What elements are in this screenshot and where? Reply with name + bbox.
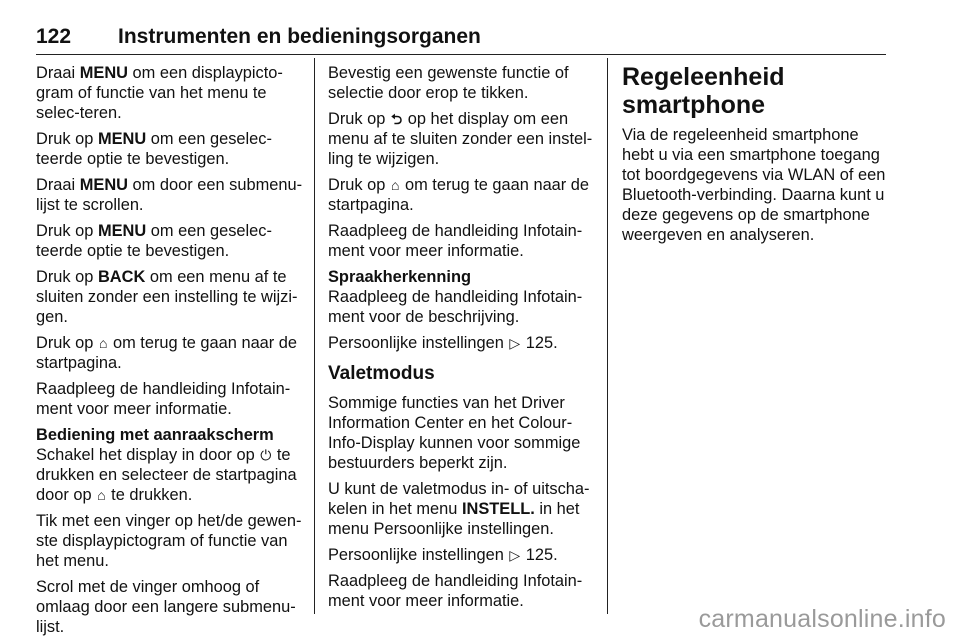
paragraph: Druk op MENU om een geselec-teerde optie te bevestigen.	[36, 222, 272, 260]
paragraph: U kunt de valetmodus in- of uitscha-kelen in het menu INSTELL. in het menu Persoonlijke instellingen.	[328, 480, 590, 538]
paragraph: Raadpleeg de handleiding Infotain-ment voor meer informatie.	[328, 222, 583, 260]
section-heading: Regeleenheid smartphone	[622, 63, 785, 119]
paragraph: Bevestig een gewenste functie of selectie door erop te tikken.	[328, 64, 569, 102]
back-arrow-icon: ⮌	[390, 111, 403, 127]
home-icon: ⌂	[97, 487, 106, 503]
watermark: carmanualsonline.info	[698, 605, 946, 633]
reference-arrow-icon: ▷	[509, 335, 521, 351]
paragraph: Schakel het display in door op ⏻ te drukken en selecteer de startpagina door op ⌂ te drukken.	[36, 446, 297, 504]
page-title: Instrumenten en bedieningsorganen	[118, 25, 481, 48]
page-number: 122	[36, 25, 72, 48]
subheading: Spraakherkenning	[328, 268, 472, 286]
column-2	[328, 63, 596, 617]
control-label: INSTELL.	[461, 500, 535, 518]
page-header	[36, 14, 886, 55]
home-icon: ⌂	[98, 335, 108, 351]
power-icon: ⏻	[260, 447, 272, 463]
paragraph: Tik met een vinger op het/de gewen-ste displaypictogram of functie van het menu.	[36, 512, 302, 570]
paragraph: Raadpleeg de handleiding Infotain-ment voor meer informatie.	[328, 572, 583, 610]
reference-arrow-icon: ▷	[509, 547, 521, 563]
control-label: BACK	[97, 268, 146, 286]
column-divider-1	[314, 58, 315, 614]
control-label: MENU	[79, 64, 128, 82]
column-3	[622, 63, 888, 251]
paragraph: Raadpleeg de handleiding Infotain-ment voor de beschrijving.	[328, 288, 583, 326]
control-label: MENU	[97, 222, 147, 240]
paragraph: Druk op ⮌ op het display om een menu af te sluiten zonder een instel-ling te wijzigen.	[328, 110, 593, 168]
paragraph: Druk op ⌂ om terug te gaan naar de startpagina.	[328, 176, 590, 214]
paragraph: Druk op MENU om een geselec-teerde optie te bevestigen.	[36, 130, 272, 168]
paragraph: Scrol met de vinger omhoog of omlaag door een langere submenu-lijst.	[36, 578, 296, 636]
paragraph: Sommige functies van het Driver Information Center en het Colour-Info-Display kunnen voor sommige bestuurders beperkt zijn.	[328, 394, 581, 472]
paragraph: Draai MENU om een displaypicto-gram of functie van het menu te selec-teren.	[36, 64, 283, 122]
paragraph: Druk op ⌂ om terug te gaan naar de startpagina.	[36, 334, 298, 372]
subheading: Bediening met aanraakscherm	[36, 426, 274, 444]
paragraph: Persoonlijke instellingen ▷ 125.	[328, 334, 558, 352]
home-icon: ⌂	[390, 177, 400, 193]
paragraph: Druk op BACK om een menu af te sluiten zonder een instelling te wijzi-gen.	[36, 268, 298, 326]
column-1	[36, 63, 304, 643]
control-label: MENU	[79, 176, 128, 194]
column-divider-2	[607, 58, 608, 614]
paragraph: Draai MENU om door een submenu-lijst te scrollen.	[36, 176, 303, 214]
section-heading: Valetmodus	[328, 363, 435, 384]
control-label: MENU	[97, 130, 147, 148]
paragraph: Via de regeleenheid smartphone hebt u via een smartphone toegang tot boordgegevens via WLAN of een Bluetooth-verbinding. Daarna kunt u deze gegevens op de smartphone weergeven en analyseren.	[622, 126, 886, 244]
paragraph: Persoonlijke instellingen ▷ 125.	[328, 546, 558, 564]
paragraph: Raadpleeg de handleiding Infotain-ment voor meer informatie.	[36, 380, 291, 418]
